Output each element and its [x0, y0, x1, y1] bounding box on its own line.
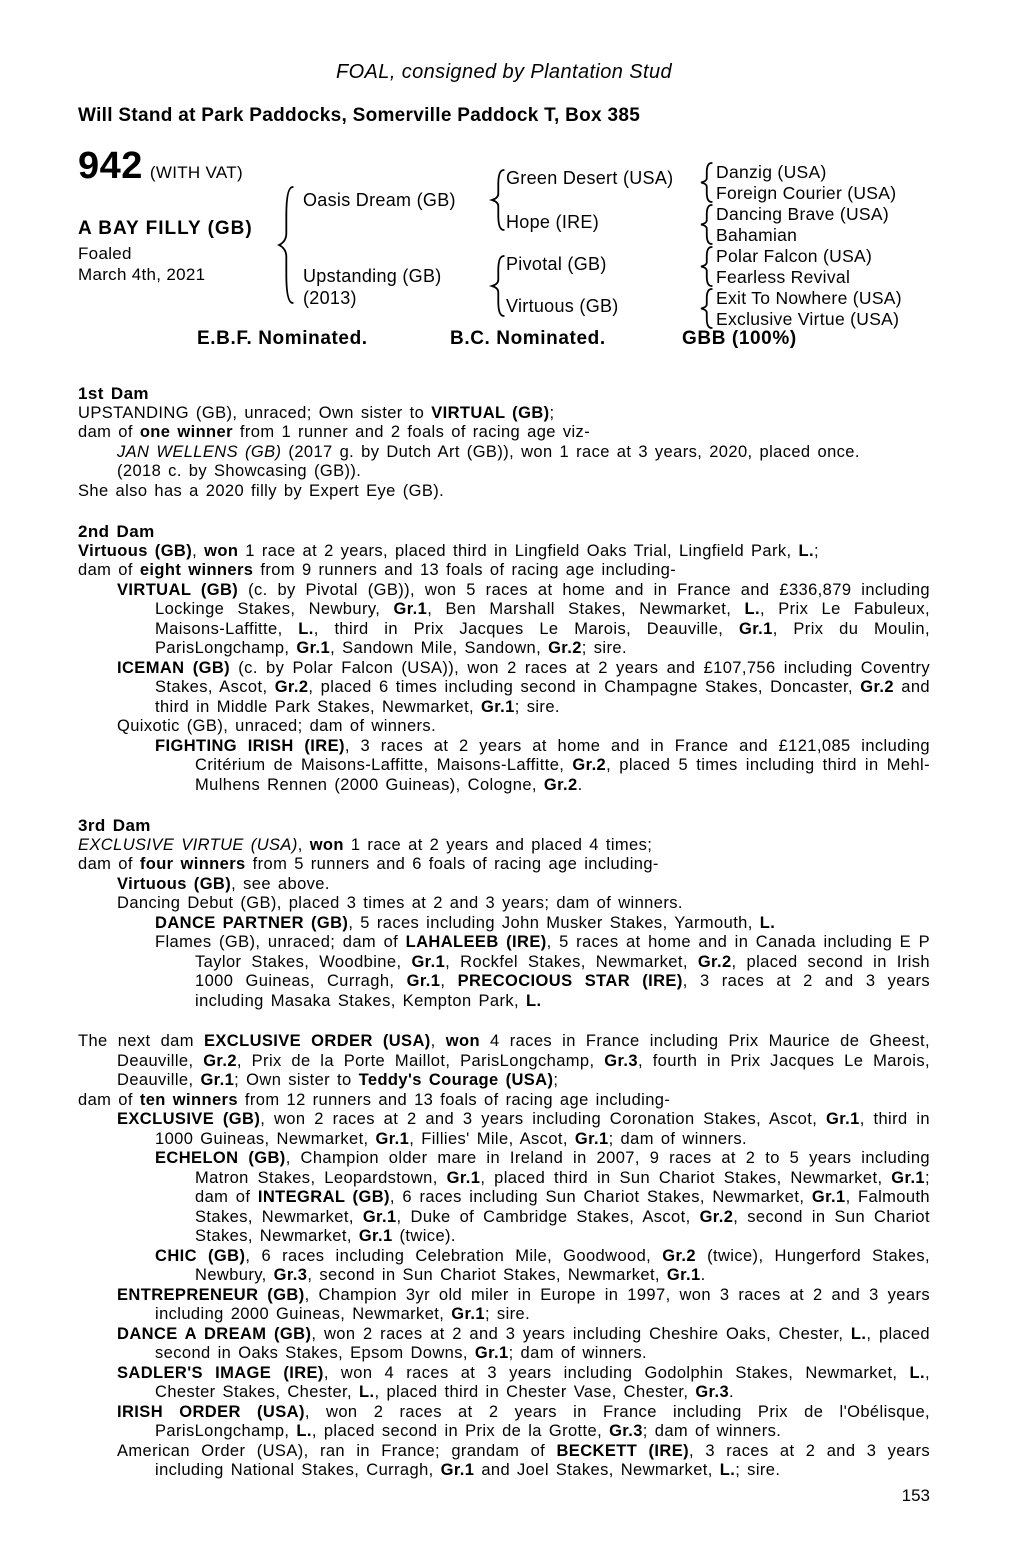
bc-nominated: B.C. Nominated. [450, 328, 606, 349]
pedigree-text-paragraph: dam of ten winners from 12 runners and 13 foals of racing age including- [78, 1090, 671, 1109]
pedigree-gen3-name: Dancing Brave (USA) [716, 204, 889, 224]
pedigree-brace-gen3-2 [700, 204, 713, 245]
lot-number: 942 [78, 145, 143, 187]
section-heading: 3rd Dam [78, 816, 151, 835]
consignment-title: FOAL, consigned by Plantation Stud [335, 61, 673, 83]
pedigree-gen3-name: Bahamian [716, 225, 798, 245]
pedigree-gen3-name: Fearless Revival [716, 267, 851, 287]
pedigree-brace-gen2-sire [491, 169, 505, 231]
section-heading: 1st Dam [78, 384, 149, 403]
pedigree-text-paragraph: Dancing Debut (GB), placed 3 times at 2 and 3 years; dam of winners. [117, 894, 683, 912]
pedigree-gen2-name: Green Desert (USA) [506, 168, 674, 188]
dam-section-second-dam [78, 522, 930, 795]
gbb-nominated: GBB (100%) [682, 328, 797, 349]
pedigree-brace-gen1 [278, 186, 294, 304]
pedigree-text-paragraph: She also has a 2020 filly by Expert Eye (GB). [78, 481, 445, 500]
pedigree-gen3-name: Exclusive Virtue (USA) [716, 309, 900, 329]
pedigree-gen3-name: Exit To Nowhere (USA) [716, 288, 902, 308]
pedigree-text-paragraph: Virtuous (GB), won 1 race at 2 years, placed third in Lingfield Oaks Trial, Lingfield Park, L.; [78, 541, 819, 560]
pedigree-text-paragraph: IRISH ORDER (USA), won 2 races at 2 years in France including Prix de l'Obélisque, ParisLongchamp, L., placed second in Prix de la Grotte, Gr.3; dam of winners. [117, 1402, 931, 1440]
pedigree-text-paragraph: dam of four winners from 5 runners and 6 foals of racing age including- [78, 855, 659, 873]
pedigree-gen2-name: Pivotal (GB) [506, 254, 607, 274]
page-number: 153 [901, 1486, 930, 1505]
pedigree-text-paragraph: American Order (USA), ran in France; grandam of BECKETT (IRE), 3 races at 2 and 3 years including National Stakes, Curragh, Gr.1 and Joel Stakes, Newmarket, L.; sire. [117, 1441, 931, 1479]
pedigree-text-paragraph: EXCLUSIVE (GB), won 2 races at 2 and 3 years including Coronation Stakes, Ascot, Gr.1, third in 1000 Guineas, Newmarket, Gr.1, Fillies' Mile, Ascot, Gr.1; dam of winners. [117, 1110, 930, 1148]
pedigree-text-paragraph: DANCE A DREAM (GB), won 2 races at 2 and 3 years including Cheshire Oaks, Chester, L., placed second in Oaks Stakes, Epsom Downs, Gr.1; dam of winners. [117, 1324, 930, 1362]
lot-row [78, 145, 243, 187]
pedigree-brace-gen3-1 [700, 162, 713, 203]
pedigree-text-paragraph: CHIC (GB), 6 races including Celebration Mile, Goodwood, Gr.2 (twice), Hungerford Stakes, Newbury, Gr.3, second in Sun Chariot Stakes, Newmarket, Gr.1. [155, 1246, 930, 1284]
pedigree-text-paragraph: SADLER'S IMAGE (IRE), won 4 races at 3 years including Godolphin Stakes, Newmarket, L., Chester Stakes, Chester, L., placed third in Chester Vase, Chester, Gr.3. [117, 1363, 930, 1401]
pedigree-gen3-name: Foreign Courier (USA) [716, 183, 897, 203]
pedigree-dam: Upstanding (GB) [303, 266, 442, 286]
section-heading: 2nd Dam [78, 522, 155, 541]
pedigree-text-paragraph: ICEMAN (GB) (c. by Polar Falcon (USA)), won 2 races at 2 years and £107,756 including Coventry Stakes, Ascot, Gr.2, placed 6 times including second in Champagne Stakes, Doncaster, Gr.2 and third in Middle Park Stakes, Newmarket, Gr.1; sire. [117, 658, 930, 716]
pedigree-gen3-name: Polar Falcon (USA) [716, 246, 873, 266]
pedigree-table [78, 145, 930, 350]
pedigree-text-paragraph: UPSTANDING (GB), unraced; Own sister to VIRTUAL (GB); [78, 403, 555, 422]
pedigree-text-paragraph: Virtuous (GB), see above. [117, 874, 330, 893]
pedigree-text-paragraph: (2018 c. by Showcasing (GB)). [117, 462, 362, 480]
pedigree-text-paragraph: The next dam EXCLUSIVE ORDER (USA), won 4 races in France including Prix Maurice de Gheest, Deauville, Gr.2, Prix de la Porte Maillot, ParisLongchamp, Gr.3, fourth in Prix Jacques Le Marois, Deauville, Gr.1; Own sister to Teddy's Courage (USA); [78, 1032, 930, 1089]
dam-section-third-dam [78, 816, 930, 1011]
pedigree-text-paragraph: dam of eight winners from 9 runners and 13 foals of racing age including- [78, 561, 677, 579]
pedigree-text-paragraph: JAN WELLENS (GB) (2017 g. by Dutch Art (GB)), won 1 race at 3 years, 2020, placed once. [117, 442, 860, 461]
catalogue-sections [78, 384, 930, 1481]
pedigree-text-paragraph: ECHELON (GB), Champion older mare in Ireland in 2007, 9 races at 2 to 5 years including Matron Stakes, Leopardstown, Gr.1, placed third in Sun Chariot Stakes, Newmarket, Gr.1; dam of INTEGRAL (GB), 6 races including Sun Chariot Stakes, Newmarket, Gr.1, Falmouth Stakes, Newmarket, Gr.1, Duke of Cambridge Stakes, Ascot, Gr.2, second in Sun Chariot Stakes, Newmarket, Gr.1 (twice). [155, 1149, 931, 1245]
nominations-line [78, 328, 930, 350]
pedigree-text-paragraph: Quixotic (GB), unraced; dam of winners. [117, 717, 437, 735]
pedigree-text-paragraph: FIGHTING IRISH (IRE), 3 races at 2 years at home and in France and £121,085 including Critérium de Maisons-Laffitte, Maisons-Laffitte, Gr.2, placed 5 times including third in Mehl-Mulhens Rennen (2000 Guineas), Cologne, Gr.2. [155, 736, 930, 794]
pedigree-text-paragraph: EXCLUSIVE VIRTUE (USA), won 1 race at 2 years and placed 4 times; [78, 835, 653, 854]
stand-location-line: Will Stand at Park Paddocks, Somerville Paddock T, Box 385 [78, 105, 641, 126]
pedigree-text-paragraph: ENTREPRENEUR (GB), Champion 3yr old miler in Europe in 1997, won 3 races at 2 and 3 years including 2000 Guineas, Newmarket, Gr.1; sire. [117, 1285, 930, 1323]
pedigree-text-paragraph: DANCE PARTNER (GB), 5 races including John Musker Stakes, Yarmouth, L. [155, 913, 776, 932]
foaled-date: March 4th, 2021 [78, 265, 206, 284]
dam-section-further-family [78, 1032, 930, 1481]
dam-section-first-dam [78, 384, 930, 501]
pedigree-gen3-name: Danzig (USA) [716, 162, 827, 182]
pedigree-text-paragraph: Flames (GB), unraced; dam of LAHALEEB (IRE), 5 races at home and in Canada including E P Taylor Stakes, Woodbine, Gr.1, Rockfel Stakes, Newmarket, Gr.2, placed second in Irish 1000 Guineas, Curragh, Gr.1, PRECOCIOUS STAR (IRE), 3 races at 2 and 3 years including Masaka Stakes, Kempton Park, L. [155, 933, 931, 1010]
pedigree-text-paragraph: VIRTUAL (GB) (c. by Pivotal (GB)), won 5 races at home and in France and £336,879 including Lockinge Stakes, Newbury, Gr.1, Ben Marshall Stakes, Newmarket, L., Prix Le Fabuleux, Maisons-Laffitte, L., third in Prix Jacques Le Marois, Deauville, Gr.1, Prix du Moulin, ParisLongchamp, Gr.1, Sandown Mile, Sandown, Gr.2; sire. [117, 580, 930, 657]
horse-title: A BAY FILLY (GB) [78, 218, 253, 239]
foaled-label: Foaled [78, 244, 132, 263]
pedigree-brace-gen3-4 [700, 288, 713, 329]
pedigree-gen2-name: Virtuous (GB) [506, 296, 619, 316]
pedigree-brace-gen2-dam [491, 255, 505, 317]
pedigree-text-paragraph: dam of one winner from 1 runner and 2 foals of racing age viz- [78, 423, 591, 441]
pedigree-gen2-name: Hope (IRE) [506, 212, 600, 232]
pedigree-dam-year: (2013) [303, 288, 357, 308]
pedigree-sire: Oasis Dream (GB) [303, 190, 456, 210]
pedigree-brace-gen3-3 [700, 246, 713, 287]
ebf-nominated: E.B.F. Nominated. [197, 328, 368, 349]
vat-note: (WITH VAT) [149, 163, 243, 182]
